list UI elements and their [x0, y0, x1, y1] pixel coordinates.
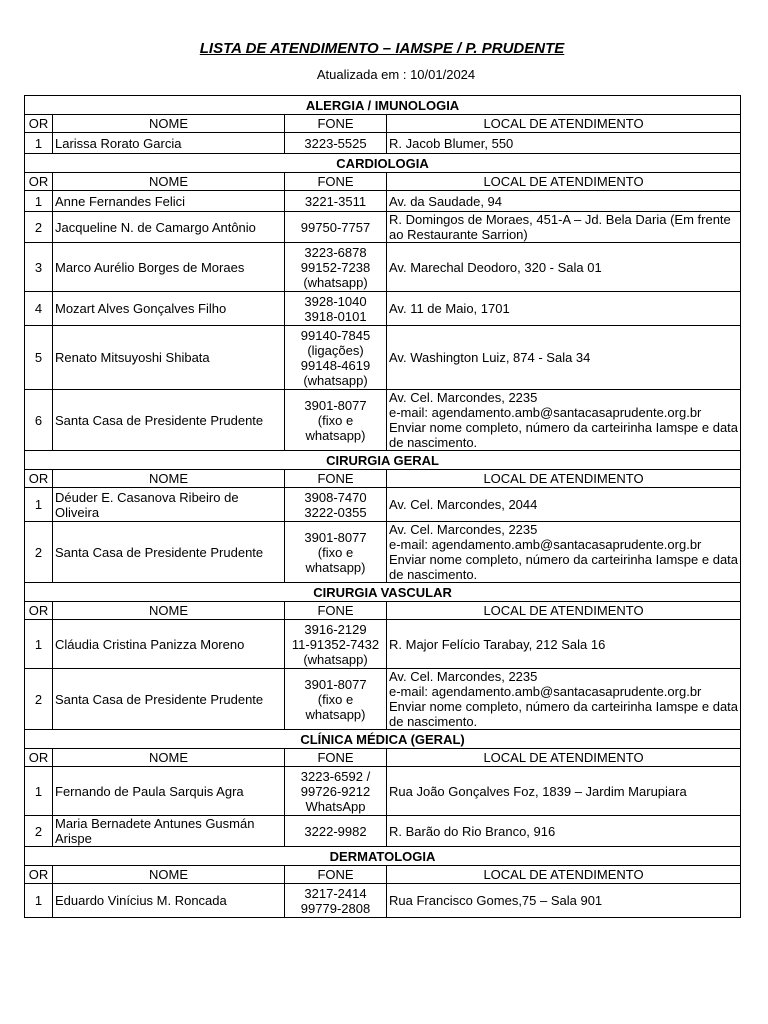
table-row [25, 212, 741, 243]
table-row [25, 884, 741, 918]
row-local [387, 620, 741, 669]
col-header-or: OR [25, 749, 53, 767]
col-header-fone: FONE [285, 866, 387, 884]
row-local-line: Av. da Saudade, 94 [389, 193, 503, 209]
col-header-fone: FONE [285, 749, 387, 767]
row-fone [285, 326, 387, 390]
col-header-local: LOCAL DE ATENDIMENTO [387, 749, 741, 767]
row-or: 1 [25, 191, 53, 212]
row-fone-line: 3928-1040 [304, 293, 367, 309]
row-or: 3 [25, 243, 53, 292]
col-header-nome: NOME [53, 115, 285, 133]
table-row [25, 390, 741, 451]
row-fone [285, 212, 387, 243]
row-nome: Renato Mitsuyoshi Shibata [53, 326, 285, 390]
row-local-line: R. Major Felício Tarabay, 212 Sala 16 [389, 636, 606, 652]
col-header-or: OR [25, 470, 53, 488]
column-header-row [25, 602, 741, 620]
row-fone-line: 3901-8077 [304, 529, 367, 545]
row-fone-line: 11-91352-7432 [291, 636, 380, 652]
row-local [387, 522, 741, 583]
col-header-local: LOCAL DE ATENDIMENTO [387, 602, 741, 620]
row-nome: Larissa Rorato Garcia [53, 133, 285, 154]
col-header-or: OR [25, 866, 53, 884]
row-local [387, 243, 741, 292]
row-or: 1 [25, 620, 53, 669]
row-fone [285, 243, 387, 292]
row-fone-line: (whatsapp) [303, 651, 368, 667]
col-header-nome: NOME [53, 749, 285, 767]
col-header-local: LOCAL DE ATENDIMENTO [387, 115, 741, 133]
row-fone [285, 522, 387, 583]
row-fone [285, 884, 387, 918]
row-fone-line: 99148-4619 [300, 357, 371, 373]
row-local [387, 884, 741, 918]
section-header [25, 730, 741, 749]
row-local-line: Av. Cel. Marcondes, 2235 [389, 669, 538, 684]
section-title: CARDIOLOGIA [25, 154, 741, 173]
row-fone-line: WhatsApp [305, 798, 366, 814]
section-title: CIRURGIA VASCULAR [25, 583, 741, 602]
col-header-or: OR [25, 173, 53, 191]
row-local [387, 133, 741, 154]
row-local-line: R. Domingos de Moraes, 451-A – Jd. Bela Daria (Em frente ao Restaurante Sarrion) [389, 212, 731, 242]
col-header-nome: NOME [53, 866, 285, 884]
row-local-line: R. Barão do Rio Branco, 916 [389, 823, 556, 839]
row-local-line: Enviar nome completo, número da carteirinha Iamspe e data de nascimento. [389, 552, 739, 582]
row-fone-line: 99726-9212 [300, 783, 371, 799]
row-fone-line: 3222-9982 [304, 823, 367, 839]
row-local [387, 488, 741, 522]
row-nome: Déuder E. Casanova Ribeiro de Oliveira [53, 488, 285, 522]
row-fone-line: whatsapp) [305, 559, 366, 575]
row-local [387, 326, 741, 390]
row-or: 2 [25, 669, 53, 730]
row-local [387, 292, 741, 326]
row-nome: Santa Casa de Presidente Prudente [53, 390, 285, 451]
row-or: 1 [25, 488, 53, 522]
row-fone-line: (fixo e [317, 544, 354, 560]
row-local-line: Av. 11 de Maio, 1701 [389, 301, 510, 316]
row-fone-line: (fixo e [317, 412, 354, 428]
col-header-fone: FONE [285, 602, 387, 620]
row-fone-line: 3223-6878 [304, 244, 367, 260]
row-fone-line: 3901-8077 [304, 397, 367, 413]
row-local [387, 191, 741, 212]
section-title: CLÍNICA MÉDICA (GERAL) [25, 730, 741, 749]
row-nome: Santa Casa de Presidente Prudente [53, 669, 285, 730]
row-or: 2 [25, 212, 53, 243]
row-local-line: Av. Marechal Deodoro, 320 - Sala 01 [389, 259, 602, 275]
row-fone-line: (whatsapp) [303, 372, 368, 388]
row-local-line: Enviar nome completo, número da carteirinha Iamspe e data de nascimento. [389, 699, 739, 729]
table-row [25, 620, 741, 669]
column-header-row [25, 749, 741, 767]
row-fone [285, 133, 387, 154]
row-nome: Jacqueline N. de Camargo Antônio [53, 212, 285, 243]
row-nome: Cláudia Cristina Panizza Moreno [53, 620, 285, 669]
row-or: 2 [25, 522, 53, 583]
row-fone [285, 620, 387, 669]
row-fone [285, 488, 387, 522]
col-header-nome: NOME [53, 173, 285, 191]
col-header-local: LOCAL DE ATENDIMENTO [387, 173, 741, 191]
table-row [25, 488, 741, 522]
row-local-line: e-mail: agendamento.amb@santacasaprudente.org.br [389, 537, 702, 552]
row-fone-line: whatsapp) [305, 706, 366, 722]
column-header-row [25, 866, 741, 884]
updated-date: Atualizada em : 10/01/2024 [316, 67, 476, 82]
page-title: LISTA DE ATENDIMENTO – IAMSPE / P. PRUDENTE [199, 40, 565, 57]
column-header-row [25, 115, 741, 133]
col-header-local: LOCAL DE ATENDIMENTO [387, 866, 741, 884]
row-local [387, 816, 741, 847]
table-row [25, 522, 741, 583]
row-fone-line: 3908-7470 [304, 489, 367, 505]
row-or: 1 [25, 133, 53, 154]
section-title: CIRURGIA GERAL [25, 451, 741, 470]
row-local-line: e-mail: agendamento.amb@santacasaprudente.org.br [389, 405, 702, 420]
col-header-nome: NOME [53, 470, 285, 488]
attendance-table [24, 95, 741, 918]
section-header [25, 96, 741, 115]
row-or: 5 [25, 326, 53, 390]
section-title: DERMATOLOGIA [25, 847, 741, 866]
table-row [25, 326, 741, 390]
row-nome: Eduardo Vinícius M. Roncada [53, 884, 285, 918]
row-fone [285, 191, 387, 212]
row-or: 4 [25, 292, 53, 326]
section-header [25, 847, 741, 866]
row-fone-line: 3222-0355 [304, 504, 367, 520]
row-nome: Santa Casa de Presidente Prudente [53, 522, 285, 583]
row-fone [285, 669, 387, 730]
row-nome: Fernando de Paula Sarquis Agra [53, 767, 285, 816]
row-fone-line: 3918-0101 [304, 308, 367, 324]
row-nome: Anne Fernandes Felici [53, 191, 285, 212]
col-header-fone: FONE [285, 173, 387, 191]
row-fone-line: (whatsapp) [303, 274, 368, 290]
row-fone-line: 99750-7757 [300, 219, 371, 235]
row-fone-line: 3916-2129 [304, 621, 367, 637]
table-row [25, 767, 741, 816]
column-header-row [25, 470, 741, 488]
table-row [25, 292, 741, 326]
row-local [387, 212, 741, 243]
row-fone-line: (fixo e [317, 691, 354, 707]
row-fone-line: 3901-8077 [304, 676, 367, 692]
table-row [25, 243, 741, 292]
table-row [25, 133, 741, 154]
row-fone-line: 3223-5525 [304, 135, 367, 151]
row-or: 2 [25, 816, 53, 847]
section-header [25, 451, 741, 470]
row-fone-line: 3217-2414 [304, 885, 367, 901]
col-header-local: LOCAL DE ATENDIMENTO [387, 470, 741, 488]
row-local [387, 767, 741, 816]
row-or: 1 [25, 884, 53, 918]
row-local-line: Rua João Gonçalves Foz, 1839 – Jardim Marupiara [389, 783, 687, 799]
col-header-nome: NOME [53, 602, 285, 620]
row-nome: Maria Bernadete Antunes Gusmán Arispe [53, 816, 285, 847]
row-fone [285, 767, 387, 816]
column-header-row [25, 173, 741, 191]
col-header-or: OR [25, 115, 53, 133]
row-local-line: Av. Cel. Marcondes, 2044 [389, 497, 538, 512]
row-local-line: Enviar nome completo, número da carteirinha Iamspe e data de nascimento. [389, 420, 739, 450]
row-fone-line: (ligações) [307, 342, 364, 358]
table-row [25, 191, 741, 212]
row-nome: Mozart Alves Gonçalves Filho [53, 292, 285, 326]
row-fone-line: 99152-7238 [300, 259, 371, 275]
row-local-line: Rua Francisco Gomes,75 – Sala 901 [389, 893, 603, 908]
table-row [25, 669, 741, 730]
section-header [25, 154, 741, 173]
table-row [25, 816, 741, 847]
section-header [25, 583, 741, 602]
col-header-fone: FONE [285, 115, 387, 133]
col-header-or: OR [25, 602, 53, 620]
col-header-fone: FONE [285, 470, 387, 488]
row-fone-line: 3221-3511 [304, 193, 367, 209]
row-local-line: Av. Cel. Marcondes, 2235 [389, 522, 538, 537]
row-fone [285, 816, 387, 847]
row-local [387, 669, 741, 730]
row-local [387, 390, 741, 451]
row-fone [285, 390, 387, 451]
row-nome: Marco Aurélio Borges de Moraes [53, 243, 285, 292]
row-or: 6 [25, 390, 53, 451]
row-fone-line: 99779-2808 [300, 900, 371, 916]
row-fone-line: 3223-6592 / [300, 768, 371, 784]
row-local-line: Av. Cel. Marcondes, 2235 [389, 390, 538, 405]
row-local-line: Av. Washington Luiz, 874 - Sala 34 [389, 350, 591, 365]
row-local-line: R. Jacob Blumer, 550 [389, 135, 514, 151]
row-fone-line: 99140-7845 [300, 327, 371, 343]
row-local-line: e-mail: agendamento.amb@santacasaprudente.org.br [389, 684, 702, 699]
row-fone-line: whatsapp) [305, 427, 366, 443]
section-title: ALERGIA / IMUNOLOGIA [25, 96, 741, 115]
row-or: 1 [25, 767, 53, 816]
row-fone [285, 292, 387, 326]
